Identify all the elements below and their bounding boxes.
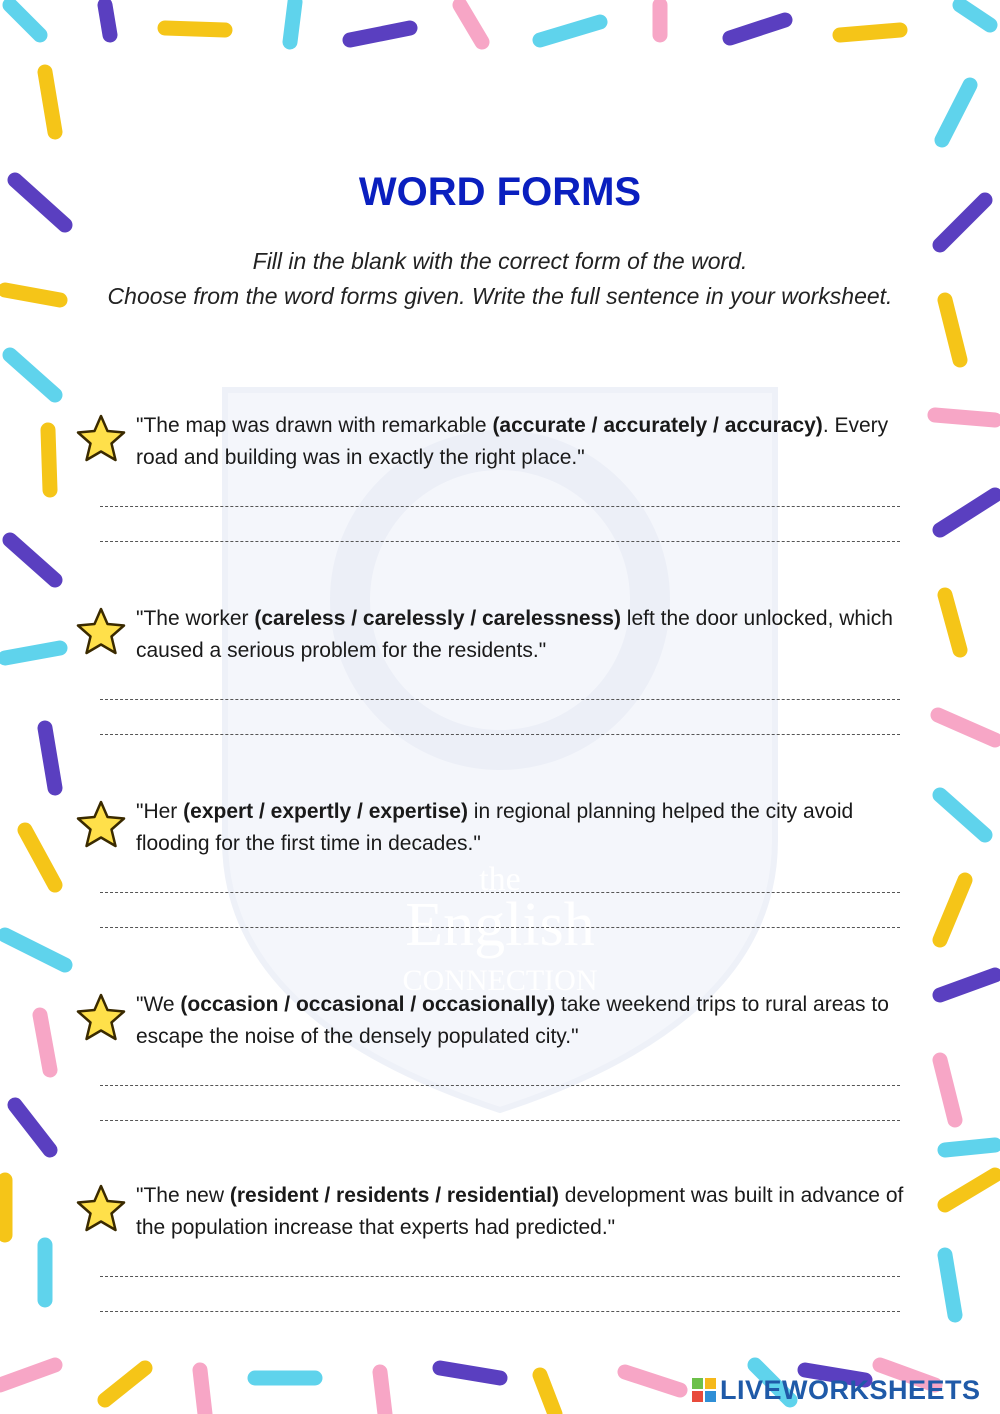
sprinkle xyxy=(45,728,55,788)
sprinkle xyxy=(945,1175,995,1205)
sprinkle xyxy=(5,935,65,965)
sprinkle xyxy=(10,5,40,35)
liveworksheets-wordmark: LIVEWORKSHEETS xyxy=(720,1374,981,1405)
sprinkle xyxy=(105,5,110,35)
sprinkle xyxy=(945,595,960,650)
sprinkle xyxy=(40,1015,50,1070)
question-text xyxy=(136,796,916,860)
answer-line-1[interactable] xyxy=(100,1085,900,1086)
sprinkle xyxy=(960,5,990,25)
sprinkle xyxy=(940,1060,955,1120)
instruction-line-2: Choose from the word forms given. Write the full sentence in your worksheet. xyxy=(107,283,893,309)
star-icon xyxy=(74,605,128,659)
sprinkle xyxy=(940,795,985,835)
question-item xyxy=(70,603,930,753)
sprinkle xyxy=(935,415,995,420)
answer-line-1[interactable] xyxy=(100,1276,900,1277)
word-options: (occasion / occasional / occasionally) xyxy=(180,993,556,1016)
question-text xyxy=(136,1180,916,1244)
question-post: . Every road and building was in exactly the right place." xyxy=(136,414,889,469)
question-pre: "The worker xyxy=(136,607,255,630)
question-post: take weekend trips to rural areas to escape the noise of the densely populated city." xyxy=(136,993,889,1048)
sprinkle xyxy=(460,5,482,42)
word-options: (resident / residents / residential) xyxy=(229,1184,559,1207)
question-post: development was built in advance of the population increase that experts had predicted." xyxy=(136,1184,904,1239)
star-icon xyxy=(74,1182,128,1236)
instruction-line-1: Fill in the blank with the correct form of the word. xyxy=(252,248,748,274)
question-item xyxy=(70,989,930,1139)
question-post: in regional planning helped the city avoid flooding for the first time in decades." xyxy=(136,800,854,855)
sprinkle xyxy=(45,72,55,132)
answer-line-2[interactable] xyxy=(100,541,900,542)
liveworksheets-logo xyxy=(692,1374,981,1406)
question-item xyxy=(70,410,930,560)
question-text xyxy=(136,410,916,474)
question-text xyxy=(136,603,916,667)
word-options: (expert / expertly / expertise) xyxy=(183,800,468,823)
sprinkle xyxy=(15,1105,50,1150)
sprinkle xyxy=(942,85,970,140)
sprinkle xyxy=(290,2,295,42)
star-icon xyxy=(74,798,128,852)
watermark-line2: English xyxy=(405,891,595,959)
question-item xyxy=(70,1180,930,1330)
question-pre: "The new xyxy=(136,1184,230,1207)
sprinkle xyxy=(540,22,600,40)
sprinkle xyxy=(540,1375,555,1414)
sprinkle xyxy=(10,540,55,580)
answer-line-2[interactable] xyxy=(100,927,900,928)
question-post: left the door unlocked, which caused a serious problem for the residents." xyxy=(136,607,893,662)
sprinkle xyxy=(10,355,55,395)
sprinkle xyxy=(940,975,995,995)
answer-line-1[interactable] xyxy=(100,892,900,893)
sprinkle xyxy=(105,1368,145,1400)
answer-line-2[interactable] xyxy=(100,1311,900,1312)
question-item xyxy=(70,796,930,946)
sprinkle xyxy=(5,648,60,658)
word-options: (careless / carelessly / carelessness) xyxy=(254,607,621,630)
sprinkle xyxy=(840,30,900,35)
sprinkle xyxy=(380,1372,385,1414)
star-icon xyxy=(74,991,128,1045)
sprinkle xyxy=(945,1145,995,1150)
answer-line-2[interactable] xyxy=(100,1120,900,1121)
sprinkle xyxy=(200,1370,205,1414)
sprinkle xyxy=(940,880,965,940)
sprinkle xyxy=(25,830,55,885)
sprinkle xyxy=(625,1372,680,1390)
question-pre: "The map was drawn with remarkable xyxy=(136,414,493,437)
answer-line-1[interactable] xyxy=(100,699,900,700)
worksheet-title: WORD FORMS xyxy=(358,170,642,214)
answer-line-1[interactable] xyxy=(100,506,900,507)
sprinkle xyxy=(940,495,995,530)
sprinkle xyxy=(945,1255,955,1315)
sprinkle xyxy=(730,20,785,38)
sprinkle xyxy=(350,28,410,40)
sprinkle xyxy=(0,1365,55,1385)
word-options: (accurate / accurately / accuracy) xyxy=(492,414,823,437)
sprinkle xyxy=(938,715,995,740)
sprinkle xyxy=(165,28,225,30)
question-pre: "Her xyxy=(136,800,184,823)
question-text xyxy=(136,989,916,1053)
question-pre: "We xyxy=(136,993,181,1016)
sprinkle xyxy=(48,430,50,490)
answer-line-2[interactable] xyxy=(100,734,900,735)
watermark-line1: the xyxy=(479,861,521,898)
star-icon xyxy=(74,412,128,466)
sprinkle xyxy=(440,1368,500,1378)
liveworksheets-grid-icon xyxy=(692,1378,716,1402)
watermark-line3: CONNECTION xyxy=(402,964,598,997)
